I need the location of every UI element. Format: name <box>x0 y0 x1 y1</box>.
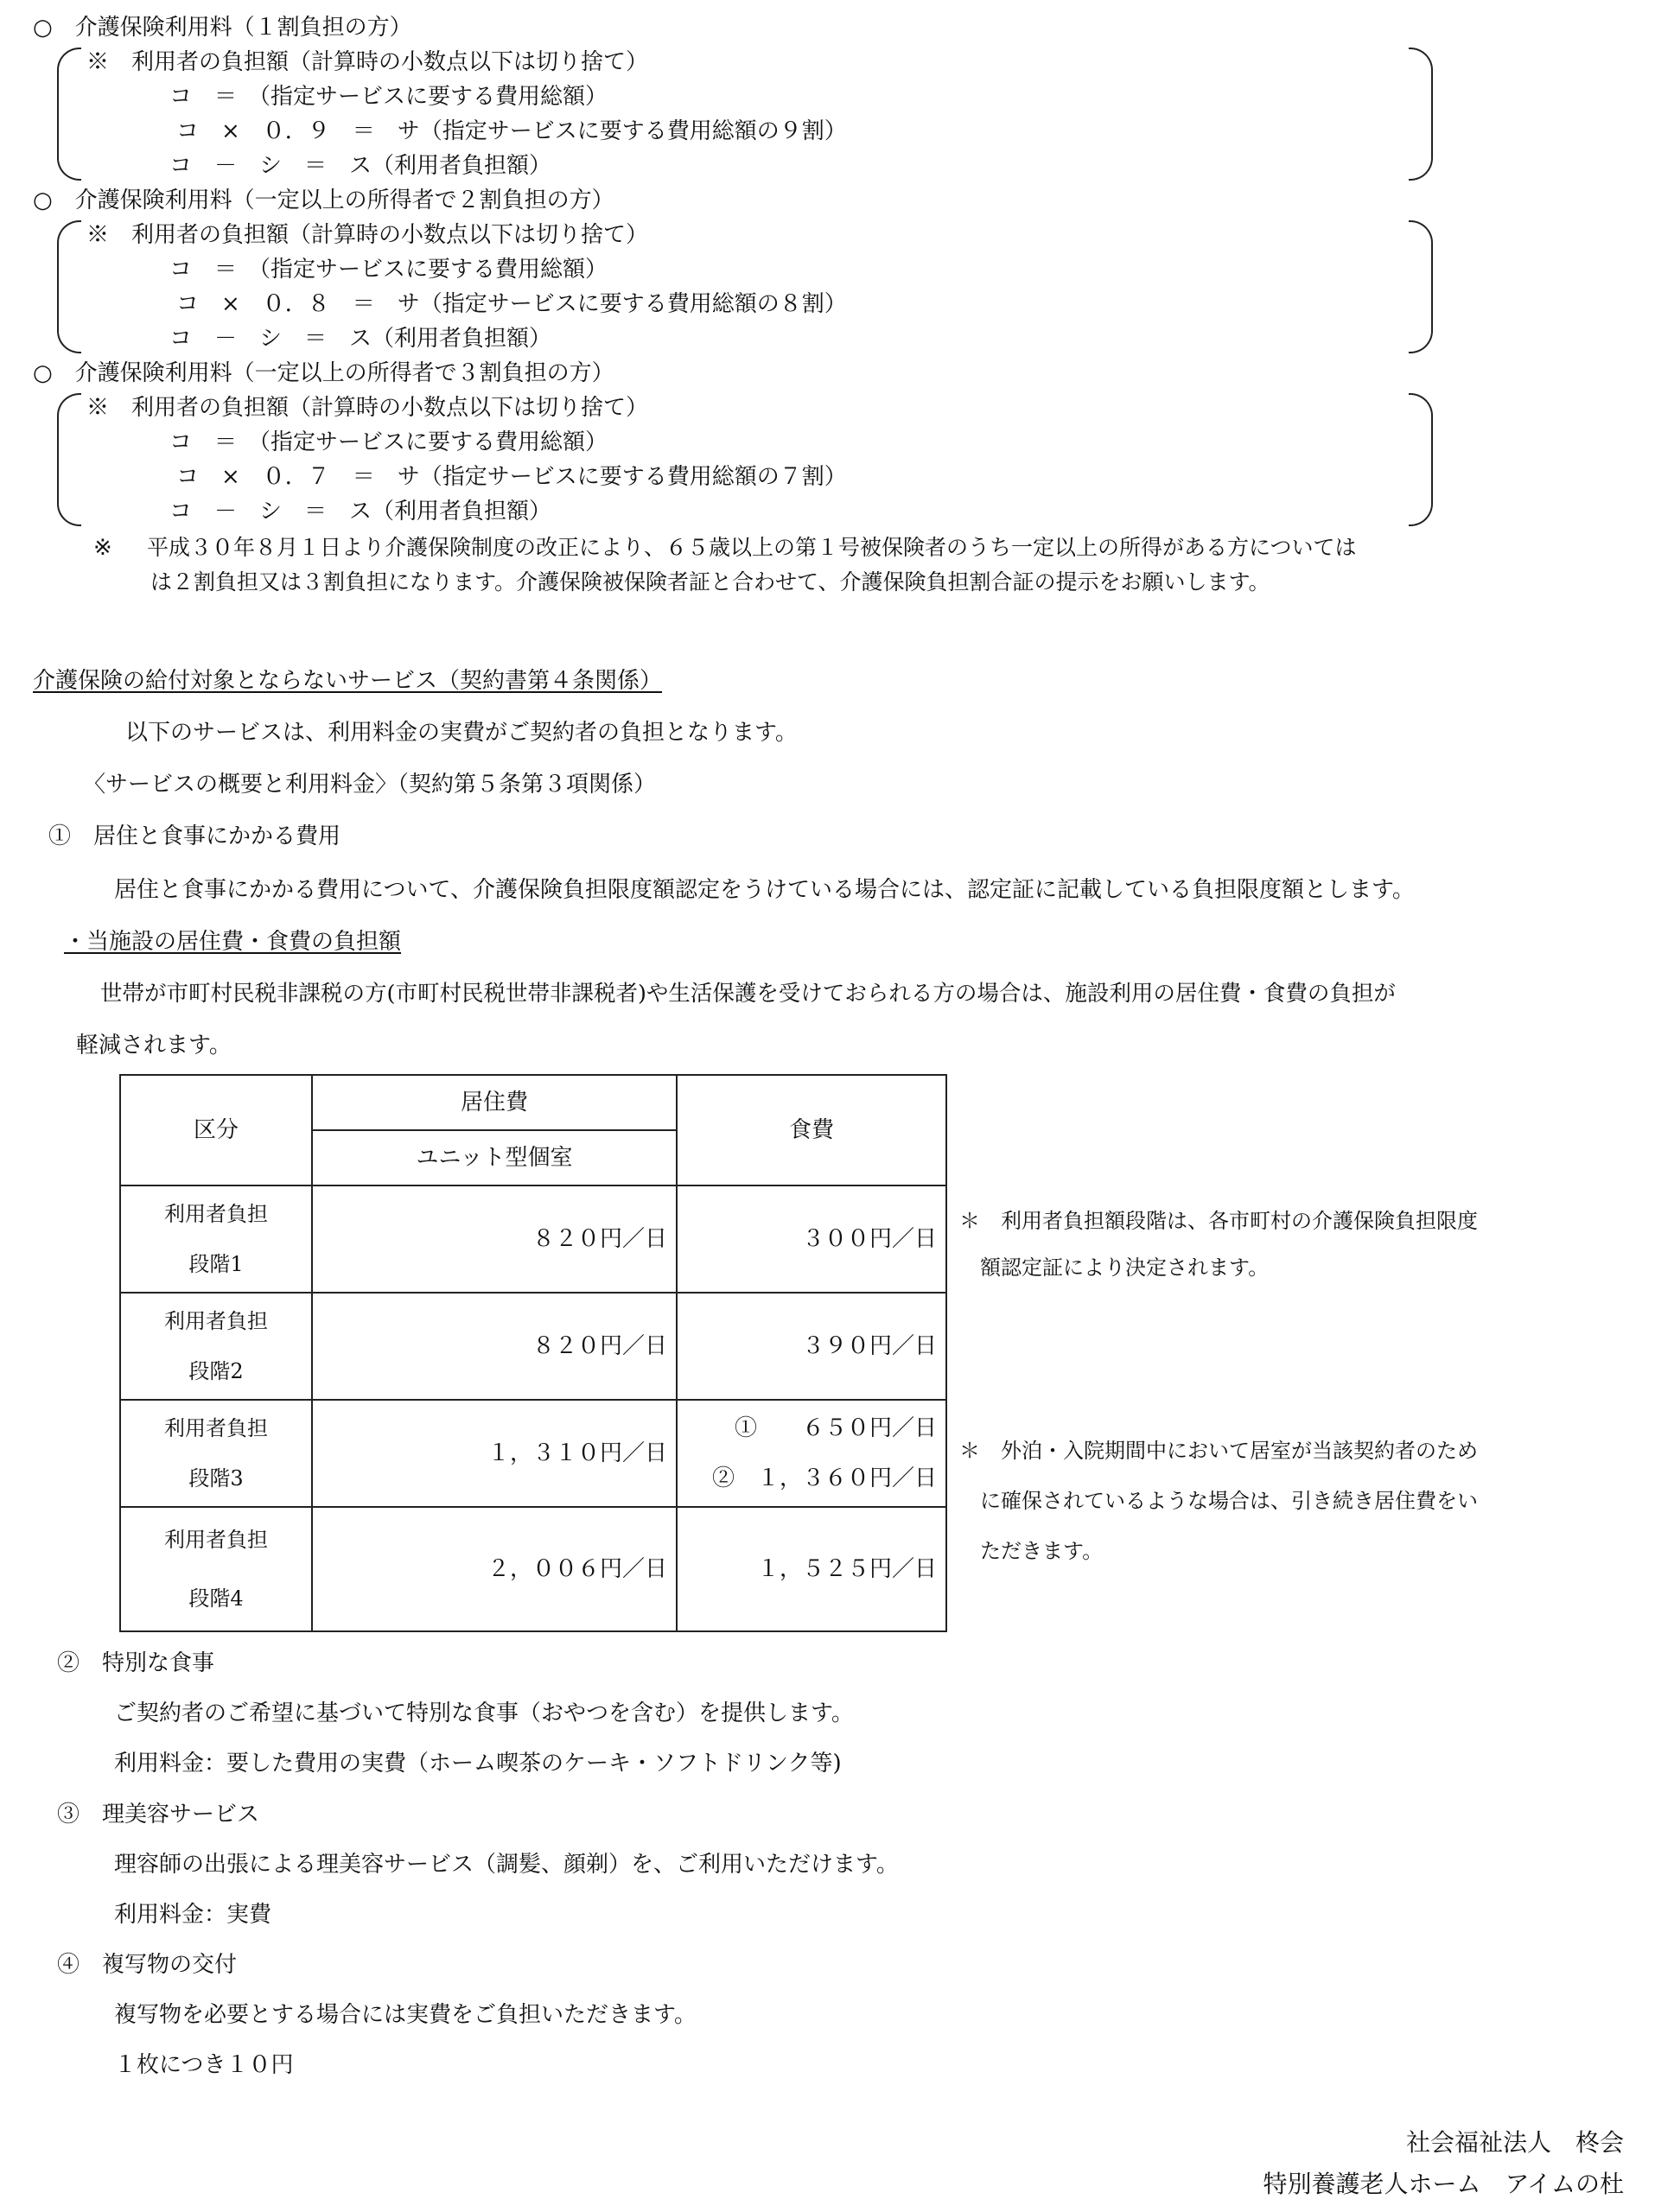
item1-desc: 居住と食事にかかる費用について、介護保険負担限度額認定をうけている場合には、認定証に記載している負担限度額とします。 <box>114 877 1415 903</box>
fee-table <box>119 1074 947 1632</box>
item3-desc: 理容師の出張による理美容サービス（調髪、顔剃）を、ご利用いただけます。 <box>114 1852 899 1878</box>
side-note-1: ＊ 利用者負担額段階は、各市町村の介護保険負担限度 額認定証により決定されます。 <box>959 1209 1478 1280</box>
row-shokuhi: ① ６５０円／日 ② １，３６０円／日 <box>677 1400 946 1507</box>
item1-subtitle: ・当施設の居住費・食費の負担額 <box>64 929 402 955</box>
left-brace <box>57 220 81 353</box>
row-label: 利用者負担 段階1 <box>120 1185 312 1293</box>
fee-line: コ × ０．８ ＝ サ（指定サービスに要する費用総額の８割） <box>176 291 847 317</box>
row-kyojuhi: ８２０円／日 <box>312 1293 677 1400</box>
section-title: 介護保険の給付対象とならないサービス（契約書第４条関係） <box>33 668 663 694</box>
table-header-kyojuhi: 居住費 <box>312 1075 677 1130</box>
table-row <box>120 1507 946 1631</box>
item4-desc: 複写物を必要とする場合には実費をご負担いただきます。 <box>114 2002 697 2028</box>
table-row <box>120 1400 946 1507</box>
table-row <box>120 1185 946 1293</box>
reform-note-mark: ※ <box>93 535 112 561</box>
overview-heading: 〈サービスの概要と利用料金〉（契約第５条第３項関係） <box>83 772 657 798</box>
item4-title: ④ 複写物の交付 <box>57 1952 238 1978</box>
fee-line: コ － シ ＝ ス（利用者負担額） <box>169 153 552 179</box>
item1-subdesc-2: 軽減されます。 <box>76 1033 232 1058</box>
table-header-unit: ユニット型個室 <box>312 1130 677 1185</box>
fee-heading-1: ○ 介護保険利用料（１割負担の方） <box>33 15 412 41</box>
row-shokuhi: ３９０円／日 <box>677 1293 946 1400</box>
right-brace <box>1409 48 1433 181</box>
footer-org: 社会福祉法人 柊会 <box>1405 2128 1624 2157</box>
row-kyojuhi: ２，００６円／日 <box>312 1507 677 1631</box>
fee-line: コ ＝ （指定サービスに要する費用総額） <box>169 429 608 455</box>
fee-line: コ ＝ （指定サービスに要する費用総額） <box>169 84 608 110</box>
item3-title: ③ 理美容サービス <box>57 1802 260 1827</box>
row-shokuhi: ３００円／日 <box>677 1185 946 1293</box>
table-header-kubun: 区分 <box>120 1075 312 1185</box>
row-shokuhi: １，５２５円／日 <box>677 1507 946 1631</box>
fee-line: コ × ０．７ ＝ サ（指定サービスに要する費用総額の７割） <box>176 464 847 490</box>
item1-subdesc-1: 世帯が市町村民税非課税の方(市町村民税世帯非課税者)や生活保護を受けておられる方の場合は、施設利用の居住費・食費の負担が <box>100 981 1396 1007</box>
right-brace <box>1409 220 1433 353</box>
item2-fee: 利用料金：要した費用の実費（ホーム喫茶のケーキ・ソフトドリンク等) <box>114 1751 842 1777</box>
item2-title: ② 特別な食事 <box>57 1650 215 1676</box>
side-note-2: ＊ 外泊・入院期間中において居室が当該契約者のため に確保されているような場合は、引き続き居住費をい ただきます。 <box>959 1439 1478 1563</box>
fee-line: ※ 利用者の負担額（計算時の小数点以下は切り捨て） <box>86 222 649 248</box>
left-brace <box>57 393 81 526</box>
item1-title: ① 居住と食事にかかる費用 <box>48 823 341 849</box>
row-kyojuhi: １，３１０円／日 <box>312 1400 677 1507</box>
reform-note-line1: 平成３０年８月１日より介護保険制度の改正により、６５歳以上の第１号被保険者のうち一定以上の所得がある方については <box>147 535 1357 560</box>
row-label: 利用者負担 段階2 <box>120 1293 312 1400</box>
fee-line: ※ 利用者の負担額（計算時の小数点以下は切り捨て） <box>86 49 649 75</box>
fee-line: ※ 利用者の負担額（計算時の小数点以下は切り捨て） <box>86 395 649 421</box>
footer-facility: 特別養護老人ホーム アイムの杜 <box>1263 2170 1624 2198</box>
item3-fee: 利用料金：実費 <box>114 1902 272 1928</box>
intro-text: 以下のサービスは、利用料金の実費がご契約者の負担となります。 <box>125 720 798 746</box>
fee-line: コ － シ ＝ ス（利用者負担額） <box>169 326 552 352</box>
fee-line: コ × ０．９ ＝ サ（指定サービスに要する費用総額の９割） <box>176 118 847 144</box>
item2-desc: ご契約者のご希望に基づいて特別な食事（おやつを含む）を提供します。 <box>114 1700 854 1726</box>
row-kyojuhi: ８２０円／日 <box>312 1185 677 1293</box>
fee-line: コ ＝ （指定サービスに要する費用総額） <box>169 257 608 283</box>
item4-fee: １枚につき１０円 <box>114 2052 294 2078</box>
row-label: 利用者負担 段階4 <box>120 1507 312 1631</box>
fee-heading-2: ○ 介護保険利用料（一定以上の所得者で２割負担の方） <box>33 188 614 213</box>
left-brace <box>57 48 81 181</box>
right-brace <box>1409 393 1433 526</box>
table-header-shokuhi: 食費 <box>677 1075 946 1185</box>
table-row <box>120 1293 946 1400</box>
fee-line: コ － シ ＝ ス（利用者負担額） <box>169 499 552 524</box>
reform-note-line2: は２割負担又は３割負担になります。介護保険被保険者証と合わせて、介護保険負担割合証の提示をお願いします。 <box>150 569 1270 594</box>
fee-heading-3: ○ 介護保険利用料（一定以上の所得者で３割負担の方） <box>33 360 614 386</box>
row-label: 利用者負担 段階3 <box>120 1400 312 1507</box>
